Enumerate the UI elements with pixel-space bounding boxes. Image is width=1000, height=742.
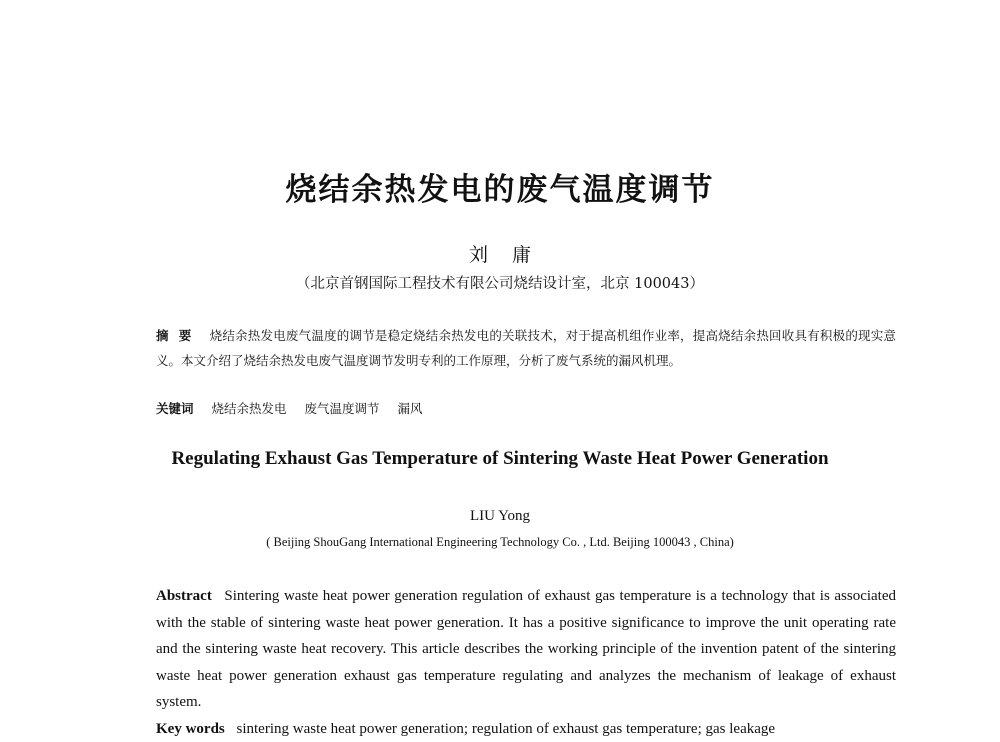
english-keywords-text: sintering waste heat power generation; regulation of exhaust gas temperature; gas leakage (236, 721, 776, 737)
chinese-author: 刘庸 (468, 244, 555, 266)
english-abstract-label: Abstract (156, 588, 212, 604)
english-keywords (156, 716, 896, 742)
chinese-keywords-label: 关键词 (156, 401, 194, 416)
chinese-title: 烧结余热发电的废气温度调节 (285, 172, 715, 208)
english-abstract (156, 583, 896, 716)
chinese-abstract-label: 摘要 (156, 328, 202, 343)
chinese-abstract-text: 烧结余热发电废气温度的调节是稳定烧结余热发电的关联技术，对于提高机组作业率，提高烧结余热回收具有积极的现实意义。本文介绍了烧结余热发电废气温度调节发明专利的工作原理，分析了废气系统的漏风机理。 (156, 328, 896, 368)
chinese-keyword: 烧结余热发电 (211, 401, 287, 416)
english-author: LIU Yong (469, 508, 530, 524)
english-title: Regulating Exhaust Gas Temperature of Sintering Waste Heat Power Generation (171, 448, 829, 469)
chinese-affiliation: （北京首钢国际工程技术有限公司烧结设计室，北京 100043） (296, 276, 704, 292)
chinese-keywords (156, 396, 896, 421)
chinese-keyword: 漏风 (397, 401, 423, 416)
english-keywords-label: Key words (156, 721, 225, 737)
chinese-keyword: 废气温度调节 (304, 401, 380, 416)
chinese-abstract (156, 323, 896, 373)
english-abstract-text: Sintering waste heat power generation regulation of exhaust gas temperature is a technology that is associated with the stable of sintering waste heat power generation. It has a positive significance to improve the unit operating rate and the sintering waste heat recovery. This article describes the working principle of the invention patent of the sintering waste heat power generation exhaust gas temperature regulating and analyzes the mechanism of leakage of exhaust system. (156, 588, 897, 711)
english-affiliation: ( Beijing ShouGang International Engineering Technology Co. , Ltd. Beijing 100043 , China) (266, 535, 734, 549)
